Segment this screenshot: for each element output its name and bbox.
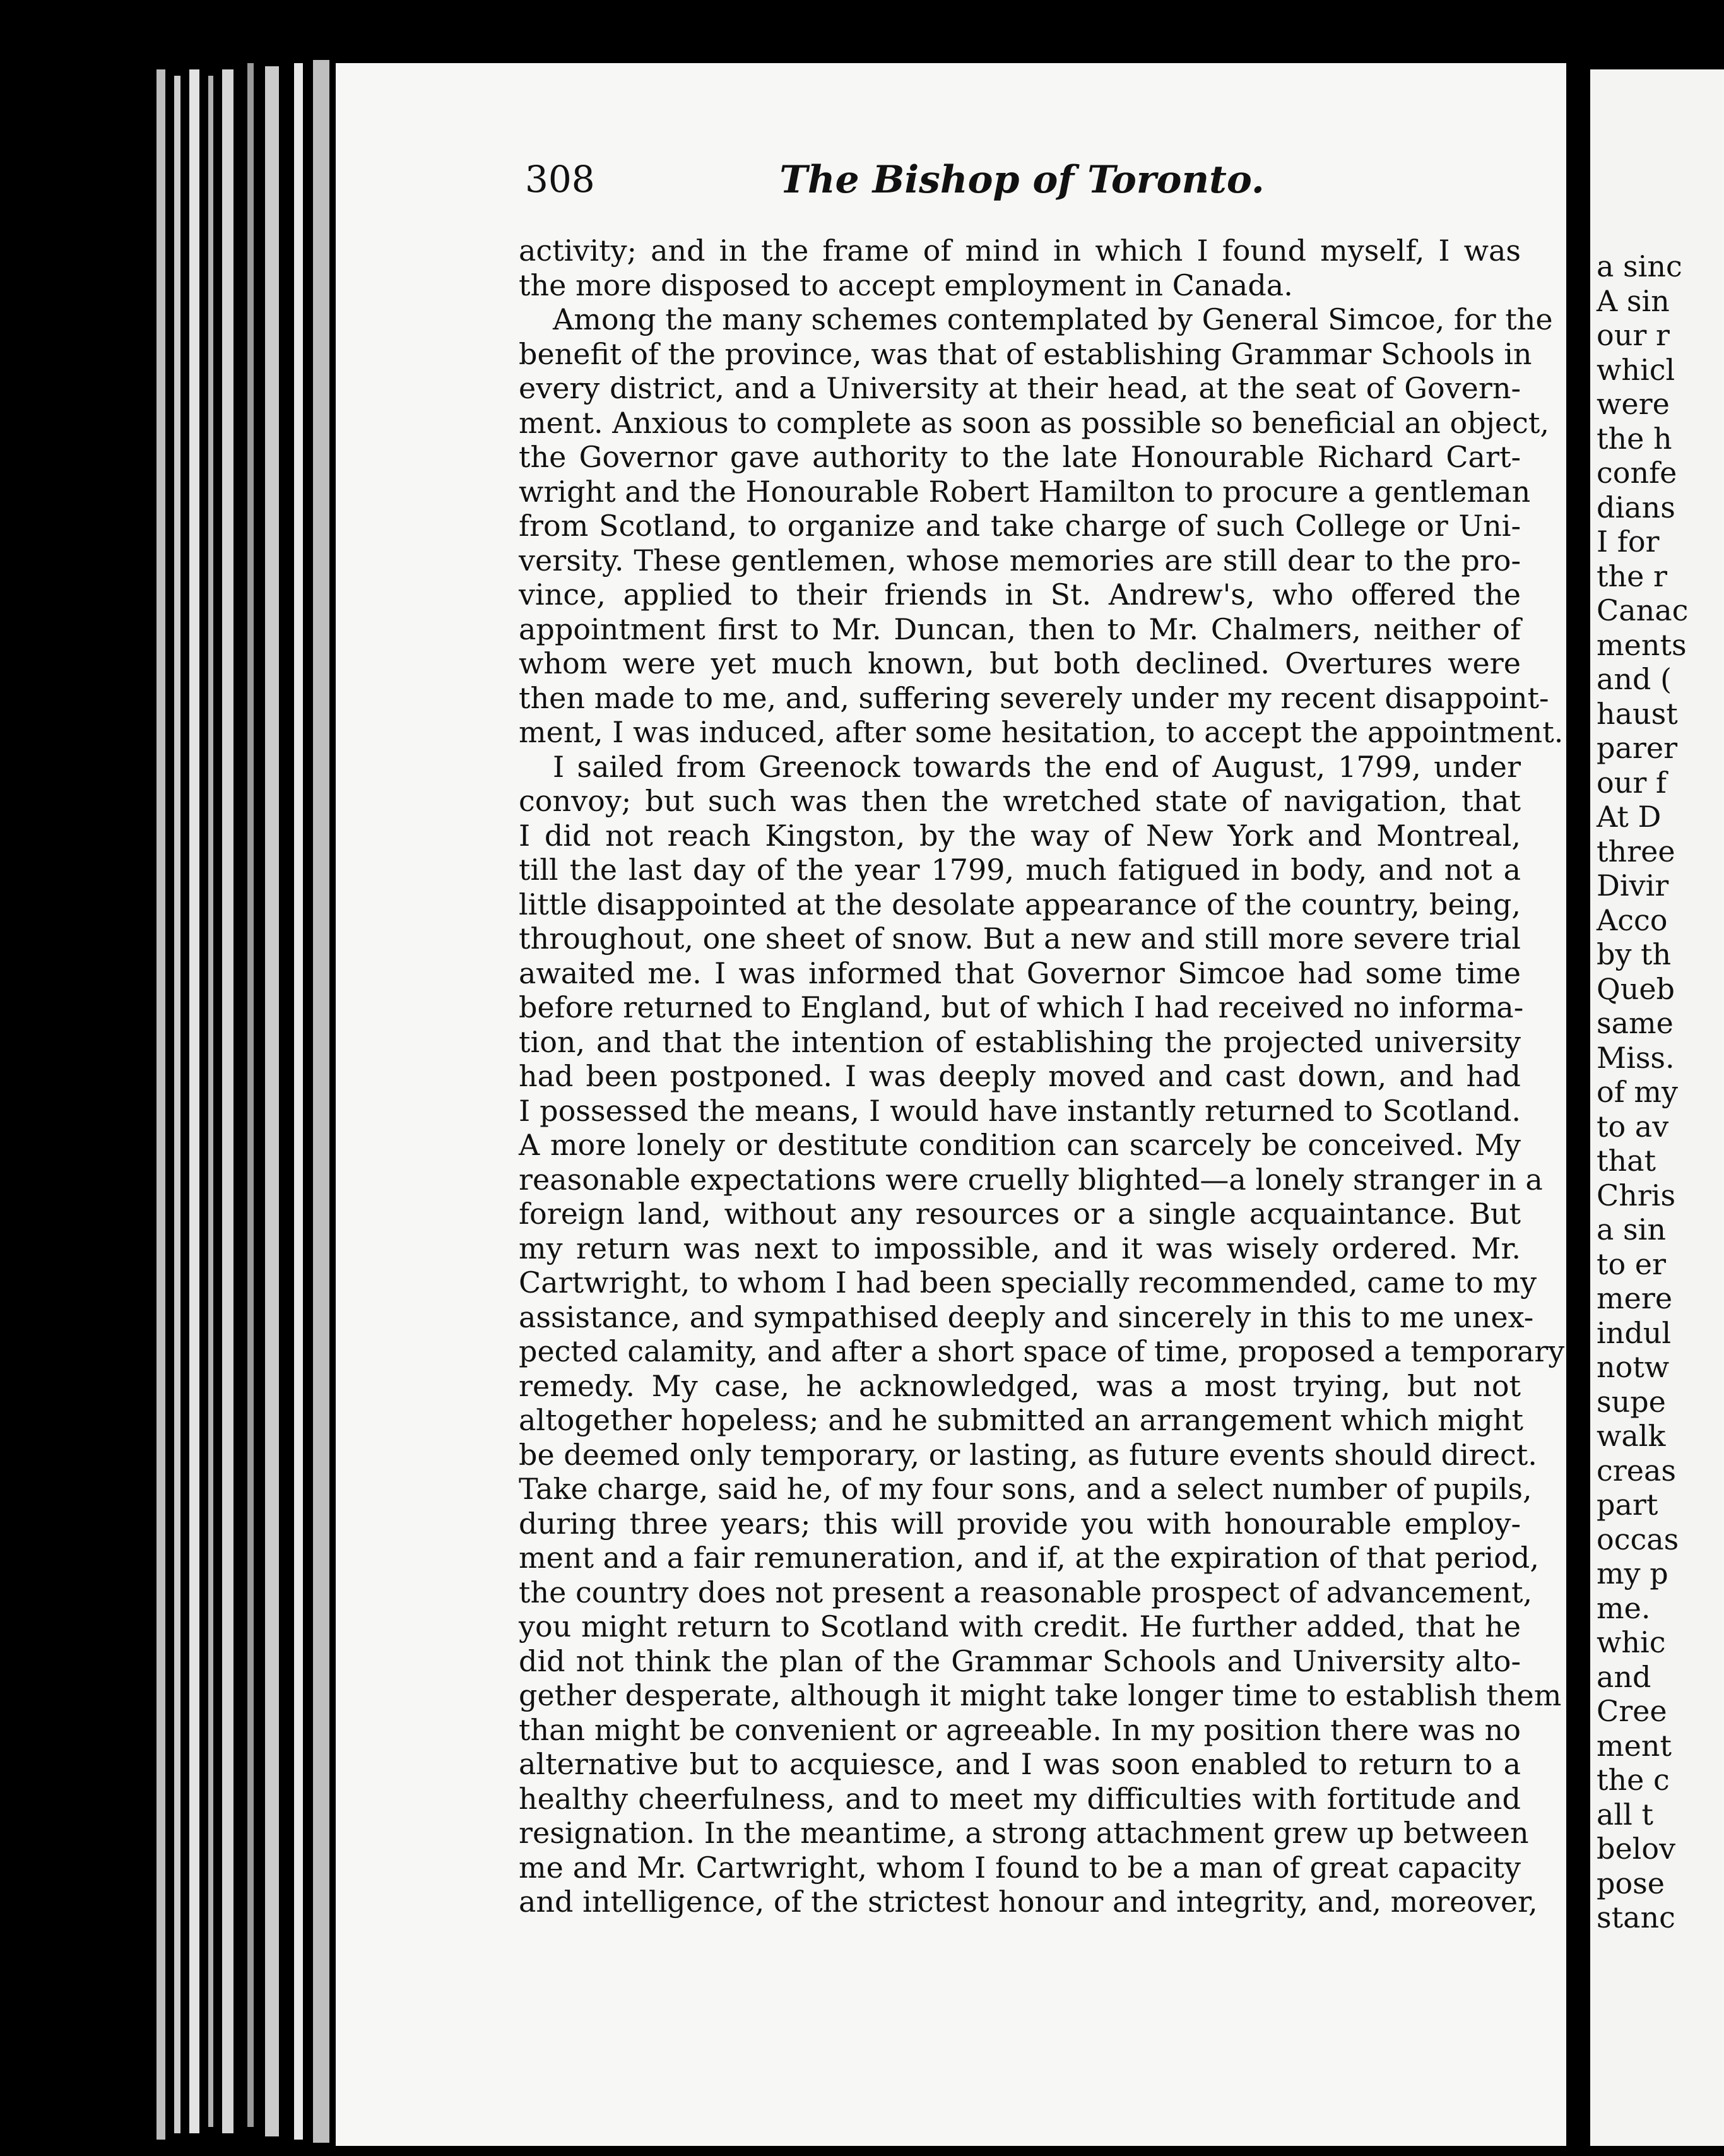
- text-line: little disappointed at the desolate appearance of the country, being,: [519, 887, 1521, 921]
- page-edge-stripe: [174, 76, 180, 2133]
- facing-text-fragment: supe: [1597, 1384, 1666, 1419]
- text-line: convoy; but such was then the wretched state of navigation, that: [519, 784, 1521, 818]
- facing-text-fragment: my p: [1597, 1556, 1668, 1590]
- facing-text-fragment: ments: [1597, 627, 1687, 662]
- facing-text-fragment: mere: [1597, 1281, 1673, 1315]
- facing-text-fragment: Chris: [1597, 1178, 1676, 1212]
- text-line: till the last day of the year 1799, much fatigued in body, and not a: [519, 853, 1521, 887]
- text-line: Cartwright, to whom I had been specially recommended, came to my: [519, 1265, 1537, 1300]
- facing-text-fragment: of my: [1597, 1075, 1678, 1109]
- page-number: 308: [525, 158, 595, 201]
- facing-text-fragment: a sinc: [1597, 249, 1682, 283]
- facing-text-fragment: me.: [1597, 1590, 1651, 1625]
- facing-text-fragment: notw: [1597, 1350, 1670, 1384]
- facing-text-fragment: by th: [1597, 937, 1672, 971]
- text-line: alternative but to acquiesce, and I was soon enabled to return to a: [519, 1747, 1521, 1781]
- facing-text-fragment: were: [1597, 387, 1670, 421]
- facing-text-fragment: part: [1597, 1488, 1658, 1522]
- text-line: the country does not present a reasonable prospect of advancement,: [519, 1575, 1533, 1609]
- text-line: altogether hopeless; and he submitted an arrangement which might: [519, 1403, 1524, 1437]
- text-line: resignation. In the meantime, a strong attachment grew up between: [519, 1816, 1529, 1850]
- text-line: assistance, and sympathised deeply and sincerely in this to me unex-: [519, 1300, 1534, 1334]
- facing-text-fragment: a sin: [1597, 1212, 1666, 1247]
- text-line: activity; and in the frame of mind in which I found myself, I was: [519, 234, 1521, 268]
- facing-text-fragment: Queb: [1597, 971, 1675, 1006]
- text-line: ment. Anxious to complete as soon as possible so beneficial an object,: [519, 405, 1549, 440]
- text-line: than might be convenient or agreeable. In my position there was no: [519, 1712, 1521, 1747]
- running-title: The Bishop of Toronto.: [779, 158, 1265, 202]
- facing-text-fragment: whic: [1597, 1625, 1666, 1659]
- facing-text-fragment: Acco: [1597, 903, 1668, 937]
- facing-text-fragment: three: [1597, 834, 1675, 868]
- text-line: gether desperate, although it might take longer time to establish them: [519, 1678, 1562, 1712]
- text-line: tion, and that the intention of establishing the projected university: [519, 1024, 1521, 1059]
- text-line: Take charge, said he, of my four sons, and a select number of pupils,: [519, 1472, 1532, 1506]
- facing-text-fragment: Miss.: [1597, 1040, 1675, 1075]
- facing-text-fragment: walk: [1597, 1419, 1666, 1453]
- text-line: vince, applied to their friends in St. Andrew's, who offered the: [519, 578, 1521, 612]
- facing-text-fragment: Divir: [1597, 868, 1669, 903]
- text-line: throughout, one sheet of snow. But a new and still more severe trial: [519, 921, 1521, 956]
- text-line: before returned to England, but of which I had received no informa-: [519, 990, 1524, 1024]
- text-line: I possessed the means, I would have instantly returned to Scotland.: [519, 1093, 1521, 1128]
- text-line: wright and the Honourable Robert Hamilton to procure a gentleman: [519, 474, 1531, 509]
- facing-text-fragment: belov: [1597, 1832, 1676, 1866]
- text-line: the more disposed to accept employment in Canada.: [519, 268, 1293, 302]
- text-line: versity. These gentlemen, whose memories are still dear to the pro-: [519, 543, 1521, 578]
- facing-text-fragment: I for: [1597, 524, 1660, 559]
- facing-page: [1590, 69, 1724, 2146]
- facing-text-fragment: parer: [1597, 731, 1678, 765]
- facing-text-fragment: pose: [1597, 1866, 1665, 1900]
- book-binding-edge: [0, 0, 336, 2156]
- text-line: every district, and a University at their head, at the seat of Govern-: [519, 371, 1521, 405]
- facing-text-fragment: dians: [1597, 490, 1675, 524]
- text-line: me and Mr. Cartwright, whom I found to be a man of great capacity: [519, 1850, 1521, 1885]
- text-line: you might return to Scotland with credit. He further added, that he: [519, 1609, 1521, 1644]
- facing-text-fragment: the r: [1597, 559, 1667, 593]
- facing-text-fragment: the h: [1597, 421, 1672, 456]
- facing-text-fragment: stanc: [1597, 1900, 1675, 1934]
- text-line: healthy cheerfulness, and to meet my difficulties with fortitude and: [519, 1781, 1521, 1816]
- facing-text-fragment: all t: [1597, 1797, 1653, 1832]
- text-line: awaited me. I was informed that Governor Simcoe had some time: [519, 956, 1521, 990]
- facing-text-fragment: whicl: [1597, 352, 1675, 387]
- facing-page-text: [1597, 249, 1688, 1935]
- page-edge-stripe: [265, 66, 279, 2136]
- facing-text-fragment: Canac: [1597, 593, 1689, 627]
- facing-text-fragment: creas: [1597, 1453, 1677, 1488]
- facing-text-fragment: same: [1597, 1006, 1674, 1040]
- facing-text-fragment: A sin: [1597, 283, 1670, 318]
- text-line: did not think the plan of the Grammar Schools and University alto-: [519, 1644, 1521, 1678]
- page-edge-stripe: [294, 63, 303, 2140]
- text-line: then made to me, and, suffering severely under my recent disappoint-: [519, 680, 1549, 715]
- page-edge-stripe: [313, 60, 329, 2143]
- facing-text-fragment: to av: [1597, 1109, 1669, 1144]
- text-line: foreign land, without any resources or a single acquaintance. But: [519, 1197, 1521, 1231]
- facing-text-fragment: that: [1597, 1144, 1656, 1178]
- text-line: A more lonely or destitute condition can scarcely be conceived. My: [519, 1128, 1521, 1162]
- facing-text-fragment: ment: [1597, 1728, 1672, 1763]
- facing-text-fragment: the c: [1597, 1763, 1670, 1797]
- text-line: benefit of the province, was that of establishing Grammar Schools in: [519, 336, 1532, 371]
- page-edge-stripe: [208, 76, 213, 2127]
- facing-text-fragment: our f: [1597, 765, 1667, 800]
- text-line: appointment first to Mr. Duncan, then to Mr. Chalmers, neither of: [519, 612, 1521, 646]
- page-edge-stripe: [222, 69, 233, 2133]
- page-edge-stripe: [156, 69, 165, 2140]
- text-line: my return was next to impossible, and it was wisely ordered. Mr.: [519, 1231, 1521, 1265]
- facing-text-fragment: occas: [1597, 1522, 1679, 1556]
- facing-text-fragment: and (: [1597, 662, 1672, 696]
- text-line: the Governor gave authority to the late Honourable Richard Cart-: [519, 440, 1521, 474]
- page-header: [525, 158, 1519, 215]
- facing-text-fragment: our r: [1597, 318, 1670, 352]
- text-line: pected calamity, and after a short space of time, proposed a temporary: [519, 1334, 1565, 1368]
- facing-text-fragment: to er: [1597, 1247, 1667, 1281]
- facing-text-fragment: confe: [1597, 456, 1677, 490]
- text-line: ment, I was induced, after some hesitation, to accept the appointment.: [519, 715, 1564, 749]
- text-line: ment and a fair remuneration, and if, at the expiration of that period,: [519, 1541, 1539, 1575]
- text-line: from Scotland, to organize and take charge of such College or Uni-: [519, 509, 1521, 543]
- facing-text-fragment: indul: [1597, 1315, 1672, 1350]
- facing-text-fragment: Cree: [1597, 1694, 1667, 1728]
- text-line: be deemed only temporary, or lasting, as future events should direct.: [519, 1437, 1537, 1472]
- page-edge-stripe: [247, 63, 254, 2127]
- text-line: during three years; this will provide you with honourable employ-: [519, 1506, 1521, 1541]
- text-line: and intelligence, of the strictest honour and integrity, and, moreover,: [519, 1885, 1538, 1919]
- page-body-text: [519, 234, 1565, 1919]
- facing-text-fragment: and: [1597, 1659, 1651, 1694]
- text-line: whom were yet much known, but both declined. Overtures were: [519, 646, 1521, 680]
- book-page: [336, 63, 1566, 2146]
- facing-text-fragment: At D: [1597, 800, 1662, 834]
- text-line: remedy. My case, he acknowledged, was a most trying, but not: [519, 1368, 1521, 1403]
- facing-text-fragment: haust: [1597, 696, 1678, 731]
- text-line: had been postponed. I was deeply moved and cast down, and had: [519, 1059, 1521, 1093]
- text-line: I sailed from Greenock towards the end of August, 1799, under: [553, 749, 1521, 784]
- text-line: reasonable expectations were cruelly blighted—a lonely stranger in a: [519, 1162, 1543, 1197]
- page-edge-stripe: [189, 69, 199, 2133]
- text-line: I did not reach Kingston, by the way of New York and Montreal,: [519, 818, 1521, 853]
- text-line: Among the many schemes contemplated by General Simcoe, for the: [553, 302, 1553, 336]
